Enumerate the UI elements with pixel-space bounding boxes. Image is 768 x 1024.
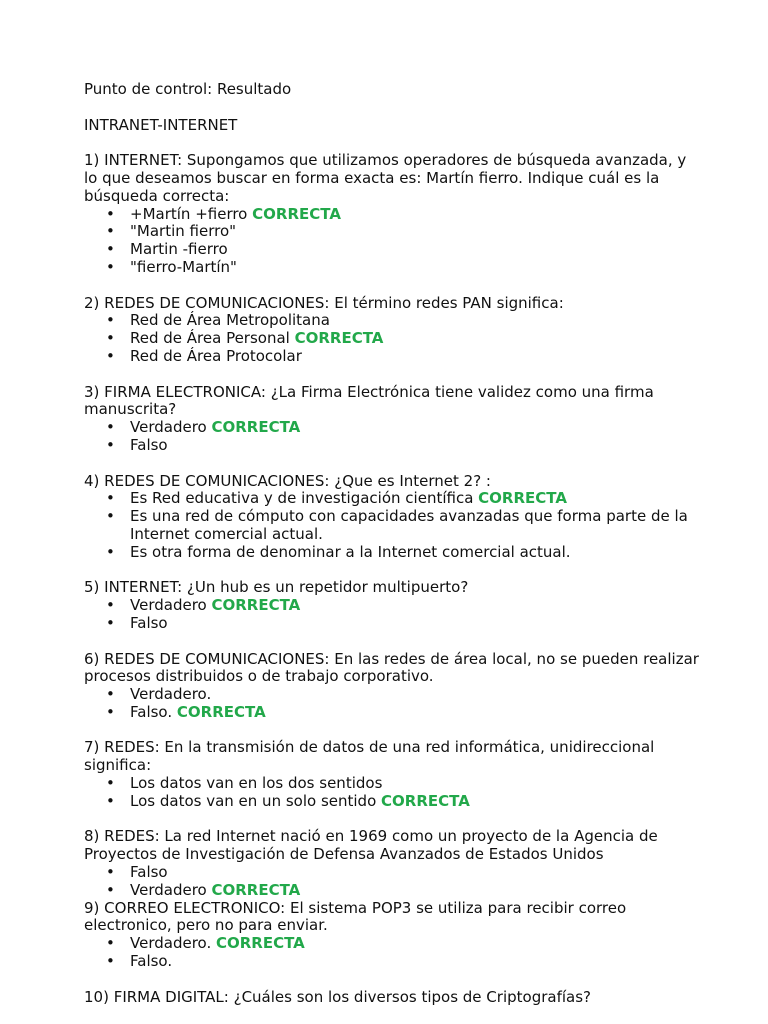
option-text: Falso <box>130 435 168 454</box>
option-list <box>84 490 704 561</box>
option-item <box>84 312 704 330</box>
option-item <box>84 348 704 366</box>
option-item <box>84 241 704 259</box>
bullet-icon: • <box>106 596 115 615</box>
option-item <box>84 775 704 793</box>
question-text: 4) REDES DE COMUNICACIONES: ¿Que es Internet 2? : <box>84 471 491 490</box>
bullet-icon: • <box>106 222 115 241</box>
option-item <box>84 330 704 348</box>
option-item <box>84 223 704 241</box>
correct-badge: CORRECTA <box>478 489 567 508</box>
bullet-icon: • <box>106 204 115 223</box>
option-item <box>84 508 704 544</box>
option-list <box>84 597 704 633</box>
option-item <box>84 953 704 971</box>
bullet-icon: • <box>106 613 115 632</box>
option-item <box>84 686 704 704</box>
option-item <box>84 704 704 722</box>
question-block <box>84 828 704 899</box>
question-block <box>84 651 704 722</box>
question-block <box>84 473 704 562</box>
correct-badge: CORRECTA <box>211 596 301 615</box>
bullet-icon: • <box>106 952 115 971</box>
option-text: Red de Área Protocolar <box>130 346 302 365</box>
option-text: Martin -fierro <box>130 240 228 259</box>
section-title: INTRANET-INTERNET <box>84 115 238 134</box>
option-item <box>84 882 704 900</box>
question-text: 6) REDES DE COMUNICACIONES: En las redes de área local, no se pueden realizar procesos distribuidos o de trabajo corporativo. <box>84 649 699 686</box>
option-item <box>84 419 704 437</box>
question-block <box>84 152 704 277</box>
question-block <box>84 989 704 1007</box>
option-item <box>84 615 704 633</box>
option-text: Red de Área Personal <box>130 329 290 348</box>
option-text: Verdadero. <box>130 934 212 953</box>
bullet-icon: • <box>106 685 115 704</box>
bullet-icon: • <box>106 542 115 561</box>
option-text: +Martín +fierro <box>130 204 248 223</box>
option-item <box>84 206 704 224</box>
correct-badge: CORRECTA <box>211 880 301 899</box>
question-block <box>84 295 704 366</box>
bullet-icon: • <box>106 240 115 259</box>
question-text: 1) INTERNET: Supongamos que utilizamos operadores de búsqueda avanzada, y lo que deseamos buscar en forma exacta es: Martín fierro. Indique cuál es la búsqueda correcta: <box>84 151 687 205</box>
bullet-icon: • <box>106 435 115 454</box>
option-text: "fierro-Martín" <box>130 257 237 276</box>
option-text: Verdadero <box>130 880 207 899</box>
bullet-icon: • <box>106 880 115 899</box>
option-list <box>84 864 704 900</box>
bullet-icon: • <box>106 774 115 793</box>
bullet-icon: • <box>106 791 115 810</box>
option-text: Falso <box>130 863 168 882</box>
correct-badge: CORRECTA <box>211 418 301 437</box>
correct-badge: CORRECTA <box>381 791 470 810</box>
question-text: 3) FIRMA ELECTRONICA: ¿La Firma Electrónica tiene validez como una firma manuscrita? <box>84 382 654 419</box>
option-list <box>84 775 704 811</box>
correct-badge: CORRECTA <box>294 329 384 348</box>
question-text: 9) CORREO ELECTRONICO: El sistema POP3 se utiliza para recibir correo electronico, pero no para enviar. <box>84 898 627 935</box>
question-block <box>84 739 704 810</box>
correct-badge: CORRECTA <box>216 934 305 953</box>
bullet-icon: • <box>106 507 115 526</box>
question-text: 7) REDES: En la transmisión de datos de una red informática, unidireccional significa: <box>84 738 655 775</box>
option-text: Es una red de cómputo con capacidades avanzadas que forma parte de la Internet comercial actual. <box>130 507 688 543</box>
option-text: Los datos van en los dos sentidos <box>130 774 383 793</box>
option-item <box>84 259 704 277</box>
bullet-icon: • <box>106 329 115 348</box>
option-text: Falso <box>130 613 168 632</box>
option-item <box>84 864 704 882</box>
option-text: Falso. <box>130 952 173 971</box>
option-text: "Martin fierro" <box>130 222 237 241</box>
bullet-icon: • <box>106 346 115 365</box>
bullet-icon: • <box>106 489 115 508</box>
option-list <box>84 686 704 722</box>
option-list <box>84 935 704 971</box>
bullet-icon: • <box>106 311 115 330</box>
question-block <box>84 579 704 632</box>
correct-badge: CORRECTA <box>252 204 341 223</box>
option-text: Es otra forma de denominar a la Internet comercial actual. <box>130 542 571 561</box>
question-text: 8) REDES: La red Internet nació en 1969 como un proyecto de la Agencia de Proyectos de Investigación de Defensa Avanzados de Estados Unidos <box>84 827 658 864</box>
option-text: Los datos van en un solo sentido <box>130 791 377 810</box>
bullet-icon: • <box>106 863 115 882</box>
bullet-icon: • <box>106 257 115 276</box>
document-page <box>84 81 704 1024</box>
option-text: Es Red educativa y de investigación científica <box>130 489 474 508</box>
option-text: Red de Área Metropolitana <box>130 311 330 330</box>
option-item <box>84 597 704 615</box>
option-text: Verdadero <box>130 418 207 437</box>
option-item <box>84 544 704 562</box>
bullet-icon: • <box>106 702 115 721</box>
option-list <box>84 312 704 365</box>
question-list <box>84 152 704 1006</box>
option-item <box>84 490 704 508</box>
option-text: Verdadero <box>130 596 207 615</box>
question-block <box>84 384 704 455</box>
question-block <box>84 900 704 971</box>
option-list <box>84 206 704 277</box>
option-item <box>84 793 704 811</box>
option-text: Falso. <box>130 702 173 721</box>
bullet-icon: • <box>106 934 115 953</box>
checkpoint-title: Punto de control: Resultado <box>84 80 292 98</box>
question-text: 10) FIRMA DIGITAL: ¿Cuáles son los diversos tipos de Criptografías? <box>84 987 591 1006</box>
question-text: 5) INTERNET: ¿Un hub es un repetidor multipuerto? <box>84 578 469 597</box>
option-list <box>84 419 704 455</box>
question-text: 2) REDES DE COMUNICACIONES: El término redes PAN significa: <box>84 293 564 312</box>
option-item <box>84 935 704 953</box>
correct-badge: CORRECTA <box>176 702 266 721</box>
option-item <box>84 437 704 455</box>
option-text: Verdadero. <box>130 685 212 704</box>
bullet-icon: • <box>106 418 115 437</box>
